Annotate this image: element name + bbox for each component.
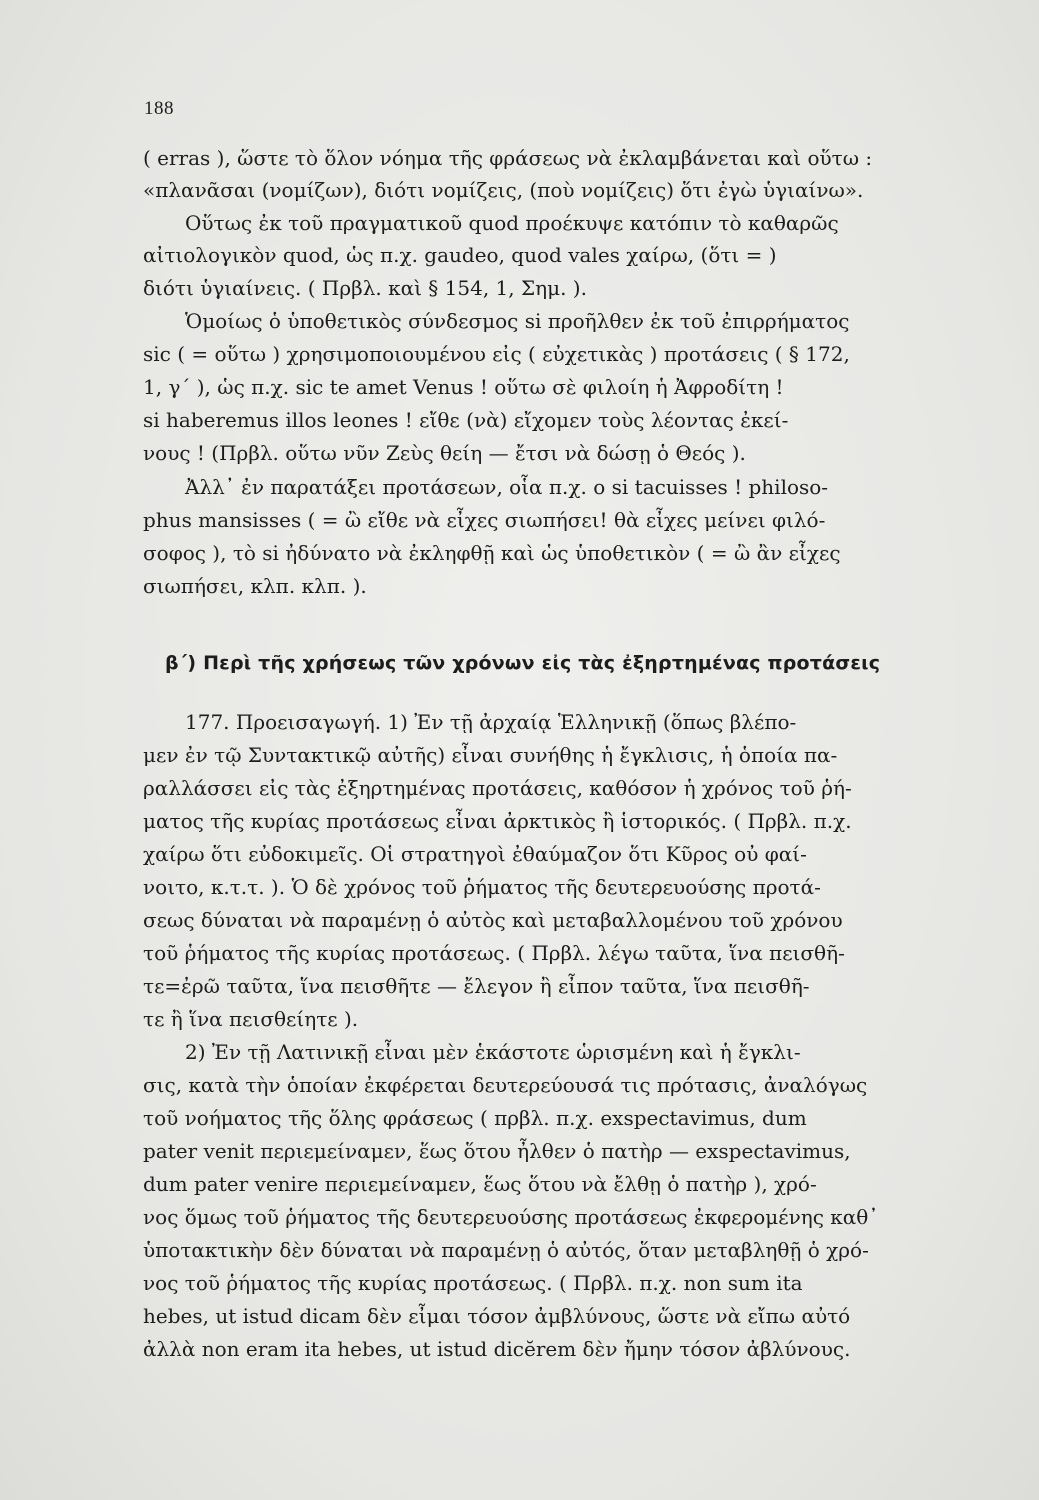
text-line: νος ὅμως τοῦ ῥήματος τῆς δευτερευούσης προτάσεως ἐκφερομένης καθ᾽: [143, 1205, 879, 1229]
text-line: Ὁμοίως ὁ ὑποθετικὸς σύνδεσμος si προῆλθεν ἐκ τοῦ ἐπιρρήματος: [185, 309, 850, 333]
text-line: χαίρω ὅτι εὐδοκιμεῖς. Οἱ στρατηγοὶ ἐθαύμαζον ὅτι Κῦρος οὐ φαί-: [143, 842, 807, 866]
text-line: διότι ὑγιαίνεις. ( Πρβλ. καὶ § 154, 1, Σημ. ).: [143, 276, 587, 300]
text-line: 177. Προεισαγωγή. 1) Ἐν τῇ ἀρχαίᾳ Ἑλληνικῇ (ὅπως βλέπο-: [185, 710, 797, 734]
text-line: ( erras ), ὥστε τὸ ὅλον νόημα τῆς φράσεως νὰ ἐκλαμβάνεται καὶ οὕτω :: [143, 146, 873, 170]
text-line: τε=ἐρῶ ταῦτα, ἵνα πεισθῆτε — ἔλεγον ἢ εἶπον ταῦτα, ἵνα πεισθῆ-: [143, 974, 810, 998]
text-line: ἀλλὰ non eram ita hebes, ut istud dicĕrem δὲν ἤμην τόσον ἀβλύνους.: [143, 1337, 851, 1361]
text-line: ὑποτακτικὴν δὲν δύναται νὰ παραμένῃ ὁ αὐτός, ὅταν μεταβληθῇ ὁ χρό-: [143, 1238, 869, 1262]
page-number: 188: [144, 98, 174, 119]
section-heading: β΄) Περὶ τῆς χρήσεως τῶν χρόνων εἰς τὰς ἐξηρτημένας προτάσεις: [165, 652, 881, 674]
text-line: σοφος ), τὸ si ἠδύνατο νὰ ἐκληφθῇ καὶ ὡς ὑποθετικὸν ( = ὢ ἂν εἶχες: [143, 541, 841, 565]
text-line: si haberemus illos leones ! εἴθε (νὰ) εἴχομεν τοὺς λέοντας ἐκεί-: [143, 408, 789, 432]
text-line: τοῦ ῥήματος τῆς κυρίας προτάσεως. ( Πρβλ. λέγω ταῦτα, ἵνα πεισθῆ-: [143, 941, 845, 965]
text-line: σεως δύναται νὰ παραμένῃ ὁ αὐτὸς καὶ μεταβαλλομένου τοῦ χρόνου: [143, 908, 843, 932]
text-line: pater venit περιεμείναμεν, ἕως ὅτου ἦλθεν ὁ πατὴρ — exspectavimus,: [143, 1139, 851, 1163]
text-line: σις, κατὰ τὴν ὁποίαν ἐκφέρεται δευτερεύουσά τις πρότασις, ἀναλόγως: [143, 1073, 868, 1097]
text-line: ματος τῆς κυρίας προτάσεως εἶναι ἀρκτικὸς ἢ ἱστορικός. ( Πρβλ. π.χ.: [143, 809, 852, 833]
text-line: hebes, ut istud dicam δὲν εἶμαι τόσον ἀμβλύνους, ὥστε νὰ εἴπω αὐτό: [143, 1304, 851, 1328]
text-line: 2) Ἐν τῇ Λατινικῇ εἶναι μὲν ἑκάστοτε ὡρισμένη καὶ ἡ ἔγκλι-: [185, 1040, 801, 1064]
text-line: dum pater venire περιεμείναμεν, ἕως ὅτου νὰ ἔλθῃ ὁ πατὴρ ), χρό-: [143, 1172, 817, 1196]
text-line: αἰτιολογικὸν quod, ὡς π.χ. gaudeo, quod vales χαίρω, (ὅτι = ): [143, 243, 777, 267]
text-line: νος τοῦ ῥήματος τῆς κυρίας προτάσεως. ( Πρβλ. π.χ. non sum ita: [143, 1271, 803, 1295]
text-line: μεν ἐν τῷ Συντακτικῷ αὐτῆς) εἶναι συνήθης ἡ ἔγκλισις, ἡ ὁποία πα-: [143, 743, 838, 767]
text-line: sic ( = οὕτω ) χρησιμοποιουμένου εἰς ( εὐχετικὰς ) προτάσεις ( § 172,: [143, 342, 850, 366]
text-line: ραλλάσσει εἰς τὰς ἐξηρτημένας προτάσεις, καθόσον ἡ χρόνος τοῦ ῥή-: [143, 776, 852, 800]
text-line: 1, γ΄ ), ὡς π.χ. sic te amet Venus ! οὕτω σὲ φιλοίη ἡ Ἀφροδίτη !: [143, 375, 784, 399]
text-line: Ἀλλ᾽ ἐν παρατάξει προτάσεων, οἷα π.χ. o si tacuisses ! philoso-: [185, 475, 829, 499]
text-line: σιωπήσει, κλπ. κλπ. ).: [143, 574, 367, 598]
text-line: τοῦ νοήματος τῆς ὅλης φράσεως ( πρβλ. π.χ. exspectavimus, dum: [143, 1106, 807, 1130]
text-line: νοιτο, κ.τ.τ. ). Ὁ δὲ χρόνος τοῦ ῥήματος τῆς δευτερευούσης προτά-: [143, 875, 821, 899]
text-line: Οὕτως ἐκ τοῦ πραγματικοῦ quod προέκυψε κατόπιν τὸ καθαρῶς: [185, 211, 839, 235]
text-line: «πλανᾶσαι (νομίζων), διότι νομίζεις, (ποὺ νομίζεις) ὅτι ἐγὼ ὑγιαίνω».: [143, 178, 864, 202]
text-line: τε ἢ ἵνα πεισθείητε ).: [143, 1007, 359, 1031]
text-line: phus mansisses ( = ὢ εἴθε νὰ εἶχες σιωπήσει! θὰ εἶχες μείνει φιλό-: [143, 508, 826, 532]
text-line: νους ! (Πρβλ. οὕτω νῦν Ζεὺς θείη — ἔτσι νὰ δώσῃ ὁ Θεός ).: [143, 441, 746, 465]
